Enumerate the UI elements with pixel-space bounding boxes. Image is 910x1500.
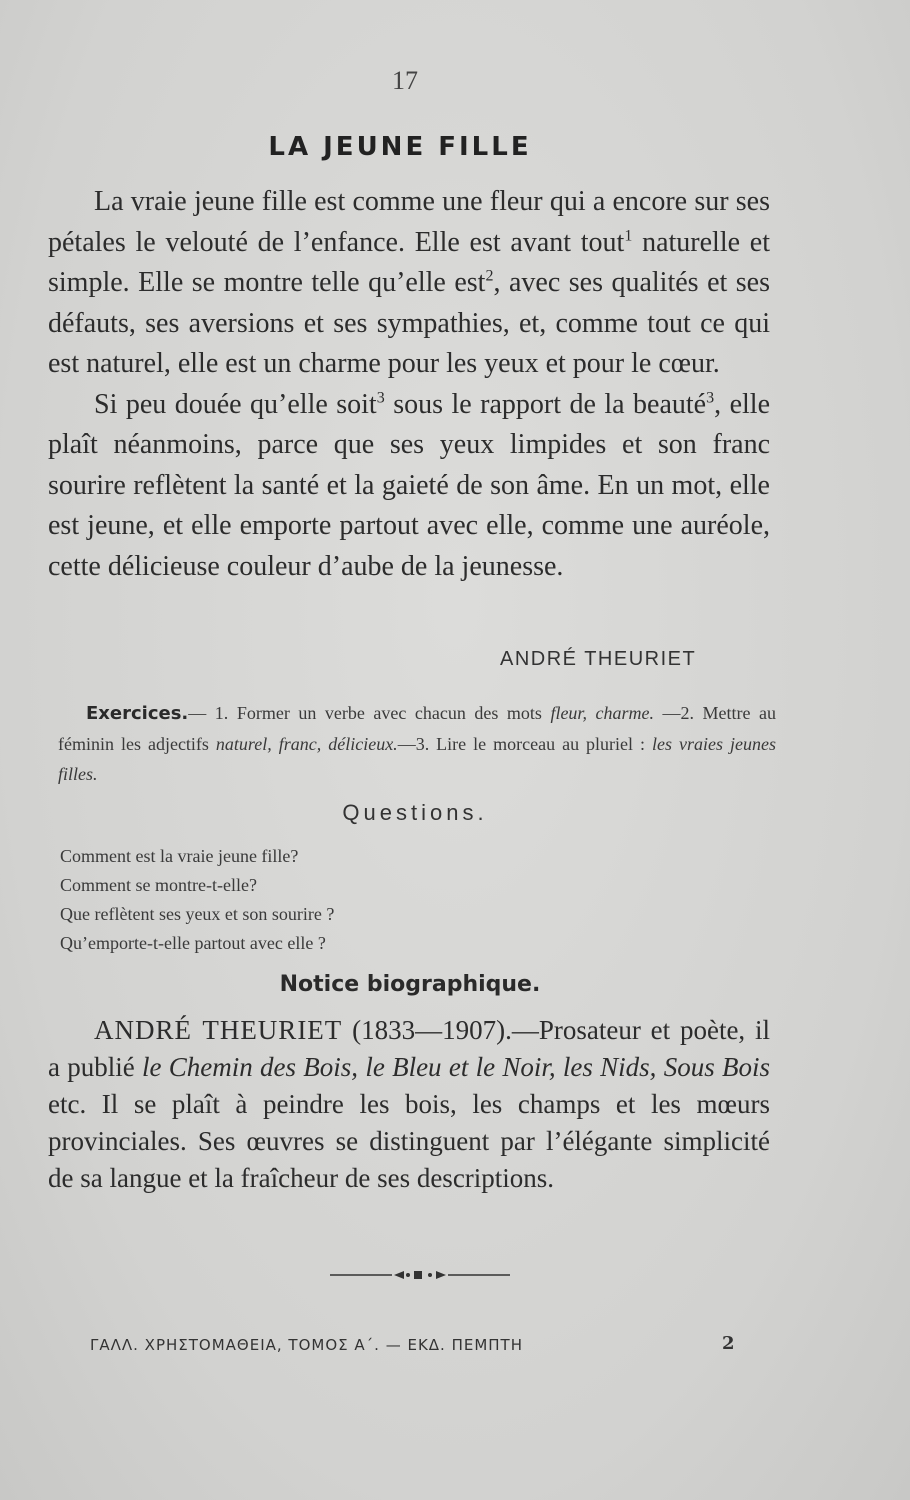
text-run: Si peu douée qu’elle soit — [94, 388, 377, 420]
question-item: Qu’emporte-t-elle partout avec elle ? — [60, 933, 326, 953]
exercise-italic: les vraies jeunes filles. — [58, 734, 776, 784]
bio-dates: (1833—1907). — [342, 1015, 512, 1045]
exercise-text: —3. Lire le morceau au pluriel : — [397, 734, 653, 754]
bio-name: ANDRÉ THEURIET — [94, 1015, 343, 1045]
question-item: Comment se montre-t-elle? — [60, 875, 257, 895]
footer-signature-text: ΓΑΛΛ. ΧΡΗΣΤΟΜΑΘΕΙΑ, ΤΟΜΟΣ Α΄. — ΕΚΔ. ΠΕΜΠΤΗ — [90, 1336, 523, 1354]
text-run: , elle plaît néanmoins, parce que ses yeux limpides et son franc sourire reflètent la santé et la gaieté de son âme. En un mot, elle est jeune, et elle emporte partout avec elle, comme une auréole, cette délicieuse couleur d’aube de la jeunesse. — [48, 388, 770, 582]
page-number: 17 — [392, 66, 418, 95]
exercise-italic: naturel, franc, délicieux. — [215, 734, 398, 754]
notice-heading: Notice biographique. — [279, 972, 541, 997]
exercise-text: —2. Mettre au féminin les adjectifs — [58, 703, 777, 754]
footnote-ref: 2 — [485, 267, 494, 285]
bio-text-run: —Prosateur et poète, il a publié — [48, 1015, 770, 1082]
exercises-block — [58, 698, 776, 789]
text-run: La vraie jeune fille est comme une fleur qui a encore sur ses pétales le velouté de l’enfance. Elle est avant tout — [48, 186, 770, 258]
paragraph-2 — [48, 385, 770, 588]
text-run: sous le rapport de la beauté — [384, 388, 707, 420]
bio-text-run: etc. Il se plaît à peindre les bois, les champs et les mœurs provinciales. Ses œuvres se distinguent par l’élégante simplicité de sa langue et la fraîcheur de ses descriptions. — [48, 1089, 770, 1193]
biography-paragraph — [48, 1012, 770, 1197]
questions-heading: Questions. — [342, 800, 488, 825]
questions-list — [60, 842, 334, 958]
question-item: Que reflètent ses yeux et son sourire ? — [60, 904, 335, 924]
exercises-label: Exercices. — [86, 703, 189, 724]
biography-text — [48, 1012, 770, 1197]
exercise-italic: fleur, charme. — [550, 703, 654, 723]
page-title: LA JEUNE FILLE — [268, 132, 532, 162]
paragraph-1 — [48, 182, 770, 385]
footer-signature-number: 2 — [722, 1333, 735, 1354]
exercise-text: — 1. Former un verbe avec chacun des mots — [188, 703, 551, 723]
text-run: naturelle et simple. Elle se montre telle qu’elle est — [48, 226, 771, 298]
bio-works: le Chemin des Bois, le Bleu et le Noir, les Nids, Sous Bois — [142, 1052, 770, 1082]
footnote-ref: 3 — [706, 389, 715, 407]
footnote-ref: 1 — [624, 227, 633, 245]
main-text — [48, 182, 770, 587]
question-item: Comment est la vraie jeune fille? — [60, 846, 299, 866]
ornament-divider — [330, 1268, 510, 1282]
footnote-ref: 3 — [376, 389, 385, 407]
text-run: , avec ses qualités et ses défauts, ses aversions et ses sympathies, et, comme tout ce qui est naturel, elle est un charme pour les yeux et pour le cœur. — [48, 267, 770, 379]
author-signature: ANDRÉ THEURIET — [500, 648, 697, 670]
